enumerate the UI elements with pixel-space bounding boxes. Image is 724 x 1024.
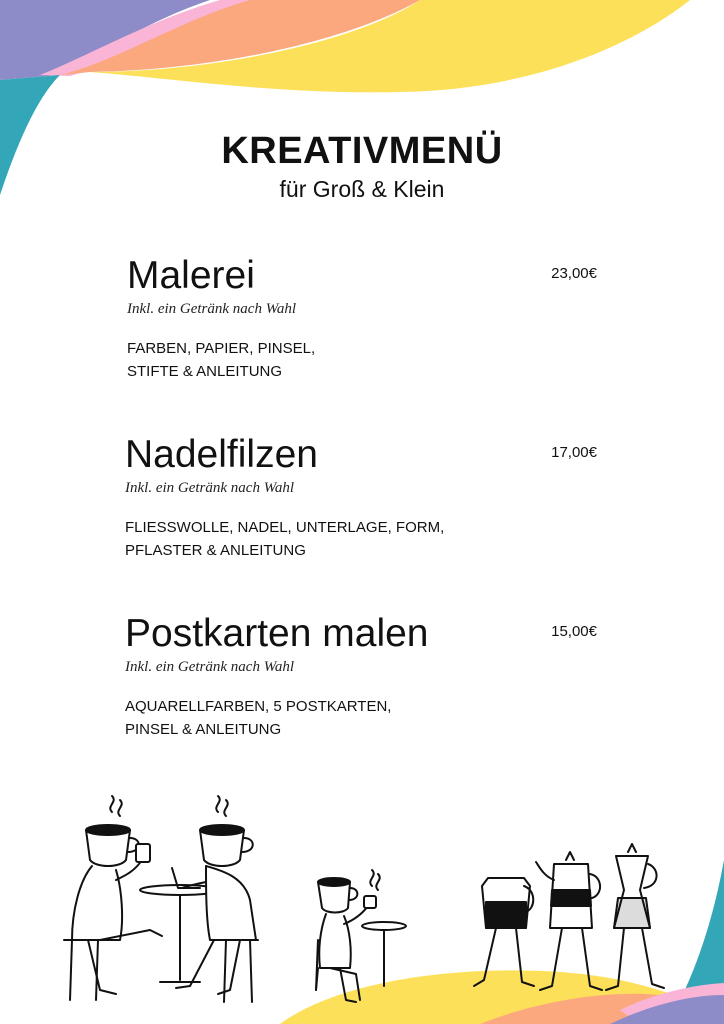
coffee-cup-person-sitting-icon	[316, 870, 406, 1002]
menu-subtitle: für Groß & Klein	[279, 176, 445, 202]
item-description-line: FARBEN, PAPIER, PINSEL,	[127, 340, 316, 357]
item-description-line: PFLASTER & ANLEITUNG	[125, 542, 306, 559]
item-name: Malerei	[127, 254, 255, 297]
item-description	[125, 695, 545, 741]
item-description-line: FLIESSWOLLE, NADEL, UNTERLAGE, FORM,	[125, 519, 445, 536]
item-price: 17,00€	[551, 444, 597, 461]
item-description	[127, 337, 547, 383]
item-description	[125, 516, 545, 562]
bottom-illustration	[0, 790, 724, 1024]
menu-header	[0, 128, 724, 203]
coffee-cup-people-at-table-icon	[64, 796, 258, 1002]
item-name: Postkarten malen	[125, 612, 429, 655]
item-description-line: AQUARELLFARBEN, 5 POSTKARTEN,	[125, 698, 392, 715]
menu-title: KREATIVMENÜ	[221, 130, 503, 172]
item-note: Inkl. ein Getränk nach Wahl	[125, 659, 294, 675]
walking-coffee-pots-icon	[474, 844, 664, 990]
item-price: 15,00€	[551, 623, 597, 640]
item-price: 23,00€	[551, 265, 597, 282]
item-description-line: PINSEL & ANLEITUNG	[125, 721, 282, 738]
item-note: Inkl. ein Getränk nach Wahl	[125, 480, 294, 496]
item-name: Nadelfilzen	[125, 433, 318, 476]
item-description-line: STIFTE & ANLEITUNG	[127, 363, 283, 380]
item-note: Inkl. ein Getränk nach Wahl	[127, 301, 296, 317]
